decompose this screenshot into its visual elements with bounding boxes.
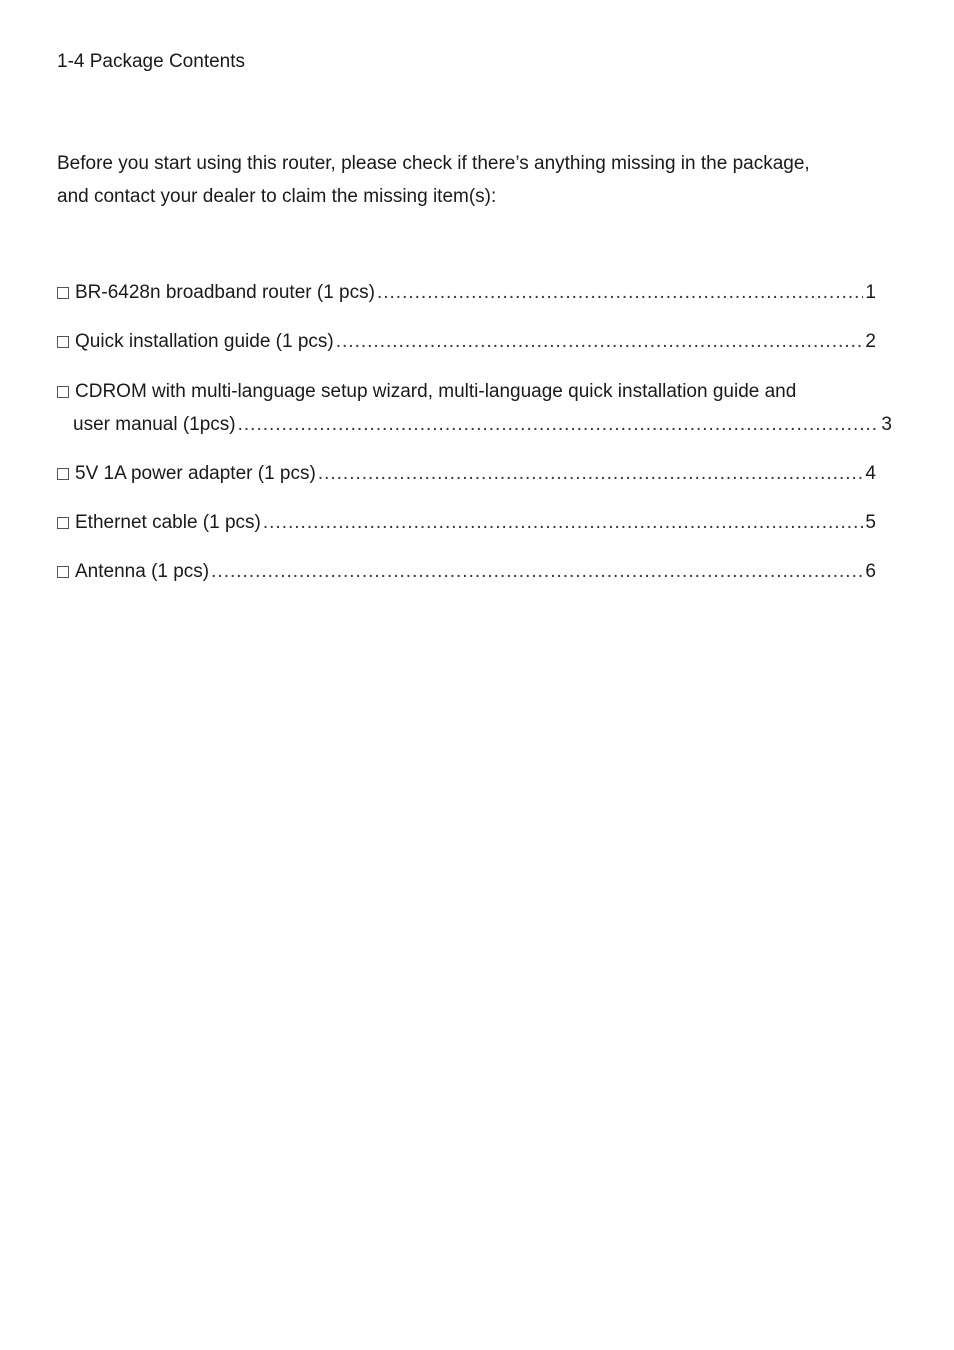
item-label-first-line: CDROM with multi-language setup wizard, multi-language quick installation guide and <box>75 381 797 402</box>
list-item <box>57 555 876 588</box>
item-label: 5V 1A power adapter (1 pcs) <box>75 463 316 484</box>
checkbox-icon <box>57 566 69 578</box>
checkbox-icon <box>57 287 69 299</box>
checkbox-icon <box>57 517 69 529</box>
item-label: user manual (1pcs) <box>73 414 236 435</box>
item-label: Antenna (1 pcs) <box>75 561 210 582</box>
list-item <box>57 325 876 358</box>
list-item <box>57 375 892 441</box>
item-label: BR-6428n broadband router (1 pcs) <box>75 282 375 303</box>
item-page-number: 5 <box>865 512 876 533</box>
item-label: Ethernet cable (1 pcs) <box>75 512 261 533</box>
list-item <box>57 276 876 309</box>
item-page-number: 4 <box>865 463 876 484</box>
dot-leader <box>377 276 863 309</box>
dot-leader <box>318 457 864 490</box>
checkbox-icon <box>57 468 69 480</box>
dot-leader <box>336 325 864 358</box>
dot-leader <box>211 555 863 588</box>
list-item <box>57 457 876 490</box>
item-page-number: 3 <box>881 414 892 435</box>
item-page-number: 6 <box>865 561 876 582</box>
dot-leader <box>238 408 880 441</box>
list-item <box>57 506 876 539</box>
intro-line-2: and contact your dealer to claim the missing item(s): <box>57 186 497 207</box>
intro-paragraph <box>57 147 897 213</box>
item-page-number: 1 <box>865 282 876 303</box>
item-label: Quick installation guide (1 pcs) <box>75 331 334 352</box>
item-page-number: 2 <box>865 331 876 352</box>
section-title: 1-4 Package Contents <box>57 51 246 72</box>
intro-line-1: Before you start using this router, please check if there’s anything missing in the package, <box>57 153 810 174</box>
checkbox-icon <box>57 386 69 398</box>
checkbox-icon <box>57 336 69 348</box>
dot-leader <box>263 506 864 539</box>
